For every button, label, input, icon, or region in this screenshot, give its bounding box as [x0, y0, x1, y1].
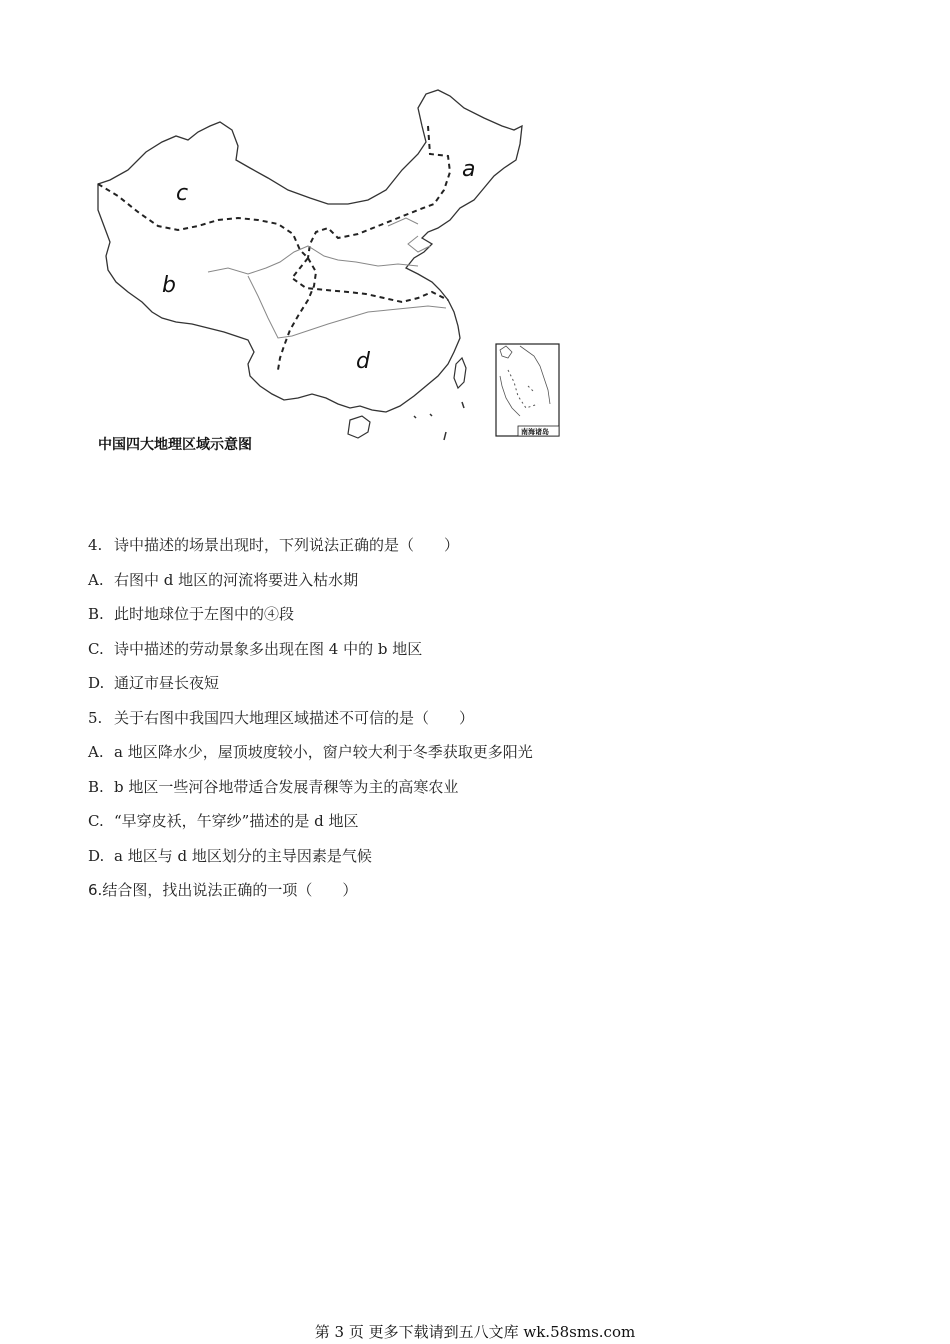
question-4-option-a: A. 右图中 d 地区的河流将要进入枯水期 — [88, 570, 359, 589]
question-5-option-a: A. a 地区降水少，屋顶坡度较小，窗户较大利于冬季获取更多阳光 — [88, 743, 533, 761]
question-5-stem: 5. 关于右图中我国四大地理区域描述不可信的是（ ） — [88, 708, 475, 727]
south-china-sea-inset — [496, 344, 559, 436]
coast-detail — [388, 218, 430, 252]
question-5-option-d: D. a 地区与 d 地区划分的主导因素是气候 — [88, 846, 372, 865]
question-5-option-b: B. b 地区一些河谷地带适合发展青稞等为主的高寒农业 — [88, 777, 459, 796]
yellow-river — [208, 246, 418, 274]
map-drawing — [88, 86, 568, 456]
page-footer: 第 3 页 更多下载请到五八文库 wk.58sms.com — [314, 1323, 636, 1341]
island-marks — [414, 402, 464, 440]
boundary-c-b — [98, 184, 308, 258]
question-4-option-d: D. 通辽市昼长夜短 — [88, 674, 220, 692]
region-label-b: b — [162, 273, 176, 298]
question-5-option-c: C. “早穿皮袄，午穿纱”描述的是 d 地区 — [88, 812, 359, 830]
boundary-a-c — [308, 126, 450, 258]
region-label-a: a — [462, 157, 476, 182]
china-regions-map — [88, 86, 568, 456]
boundary-b-d — [278, 258, 316, 370]
region-label-d: d — [356, 349, 370, 374]
question-4-option-c: C. 诗中描述的劳动景象多出现在图 4 中的 b 地区 — [88, 639, 423, 658]
map-caption: 中国四大地理区域示意图 — [98, 437, 252, 453]
inset-caption: 南海诸岛 — [521, 428, 549, 436]
taiwan-island — [454, 358, 466, 388]
question-6-stem: 6.结合图，找出说法正确的一项（ ） — [88, 881, 358, 899]
question-list — [88, 528, 868, 908]
region-label-c: c — [176, 181, 189, 206]
yangtze-river — [248, 276, 446, 338]
question-4-stem: 4. 诗中描述的场景出现时，下列说法正确的是（ ） — [88, 536, 460, 554]
question-4-option-b: B. 此时地球位于左图中的④段 — [88, 605, 295, 623]
hainan-island — [348, 416, 370, 438]
